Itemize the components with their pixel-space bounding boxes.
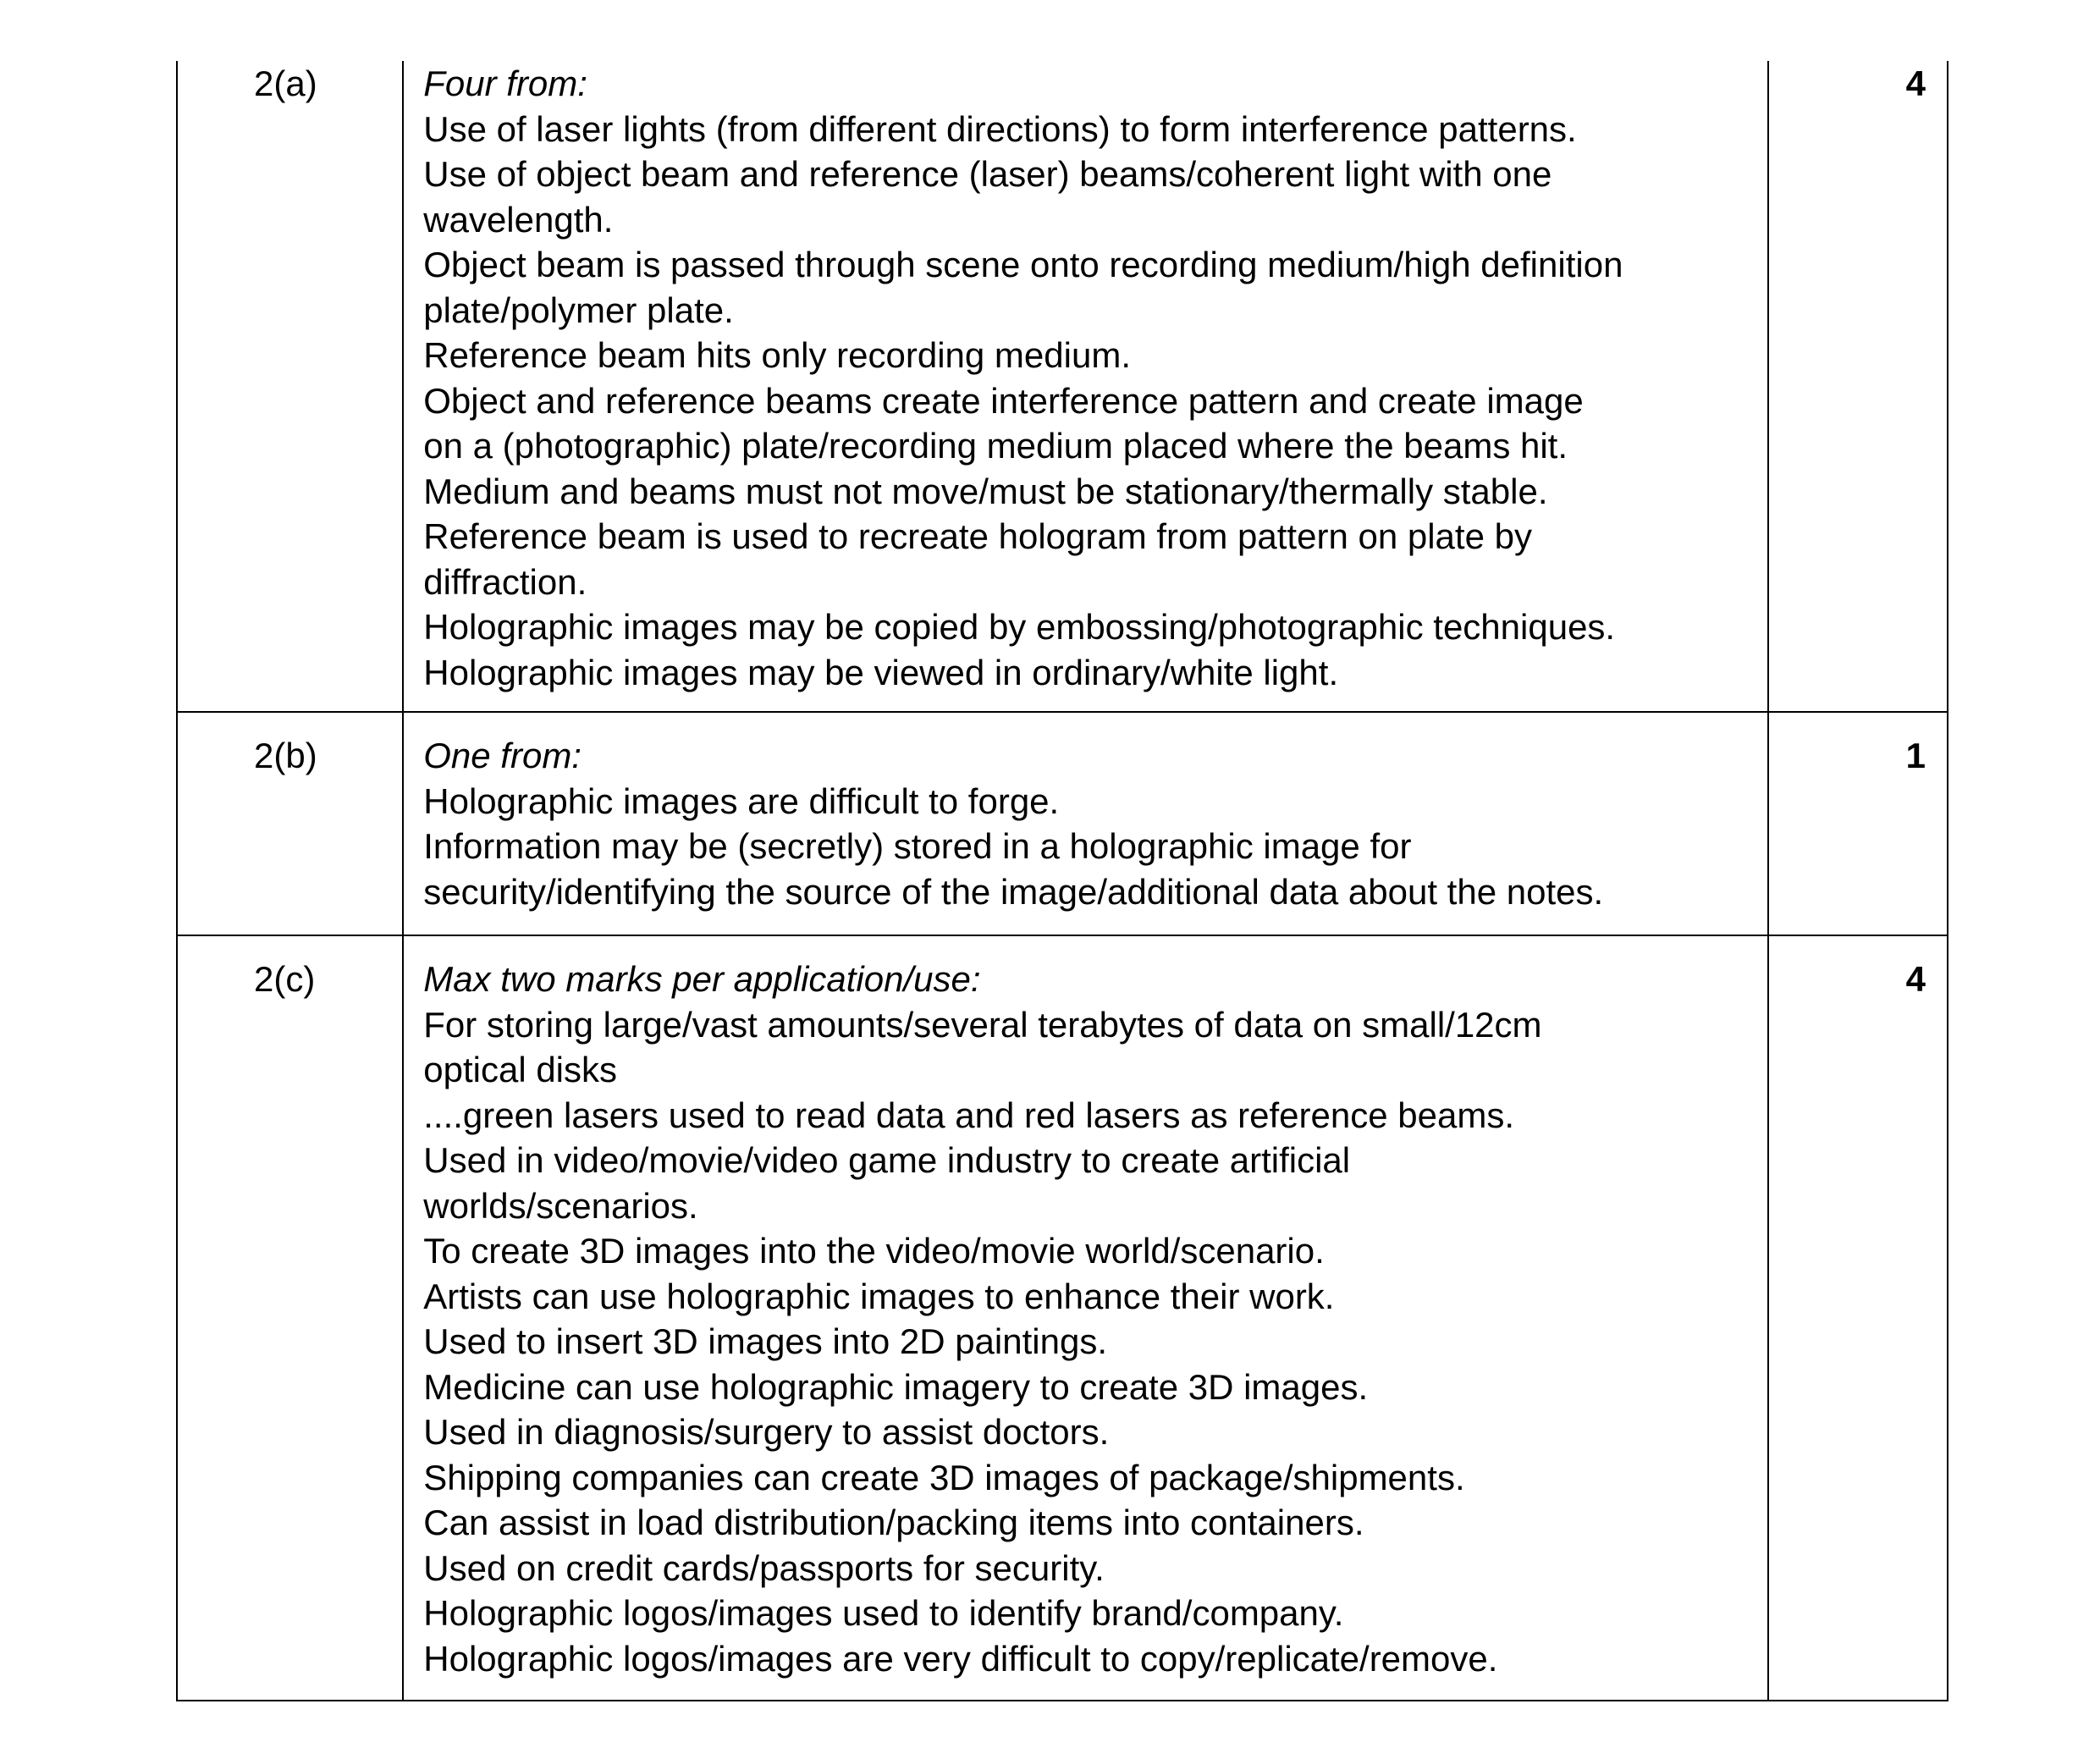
table-row [177, 935, 1948, 1701]
answer-text [404, 61, 1767, 695]
answer-line: Holographic logos/images are very difficult to copy/replicate/remove. [423, 1638, 1498, 1679]
answer-text [404, 936, 1767, 1681]
answer-line: worlds/scenarios. [423, 1185, 698, 1226]
mark-scheme-table [176, 61, 1948, 1701]
question-number-cell [177, 712, 403, 935]
answer-line: Holographic images may be copied by embossing/photographic techniques. [423, 607, 1616, 647]
answer-cell [403, 935, 1768, 1701]
answer-cell [403, 712, 1768, 935]
answer-line: optical disks [423, 1050, 618, 1089]
answer-line: Holographic images may be viewed in ordinary/white light. [423, 652, 1339, 692]
answer-line: Object beam is passed through scene onto recording medium/high definition [423, 245, 1623, 284]
answer-line: Shipping companies can create 3D images of package/shipments. [423, 1457, 1465, 1497]
answer-line: Used on credit cards/passports for security. [423, 1547, 1105, 1588]
answer-line: Can assist in load distribution/packing items into containers. [423, 1503, 1364, 1542]
question-number-cell [177, 61, 403, 712]
marks-cell [1768, 61, 1948, 712]
question-number: 2(a) [254, 63, 317, 103]
answer-line: Reference beam is used to recreate hologram from pattern on plate by [423, 516, 1532, 556]
answer-line: Used in video/movie/video game industry to create artificial [423, 1140, 1351, 1180]
question-number-cell [177, 935, 403, 1701]
question-number: 2(c) [254, 959, 316, 999]
answer-line: Use of object beam and reference (laser) beams/coherent light with one [423, 154, 1552, 194]
answer-line: security/identifying the source of the image/additional data about the notes. [423, 871, 1604, 912]
question-number: 2(b) [254, 736, 317, 775]
answer-line: on a (photographic) plate/recording medium placed where the beams hit. [423, 426, 1568, 466]
answer-text [404, 713, 1767, 914]
answer-line: diffraction. [423, 561, 587, 602]
answer-line: Used in diagnosis/surgery to assist doctors. [423, 1412, 1110, 1452]
table-row [177, 712, 1948, 935]
answer-line: For storing large/vast amounts/several terabytes of data on small/12cm [423, 1004, 1542, 1045]
marks-value: 4 [1905, 63, 1926, 103]
answer-line: Artists can use holographic images to enhance their work. [423, 1276, 1335, 1316]
answer-line: Use of laser lights (from different directions) to form interference patterns. [423, 108, 1577, 149]
answer-intro: One from: [423, 736, 581, 775]
answer-line: Information may be (secretly) stored in a holographic image for [423, 826, 1412, 866]
marks-cell [1768, 712, 1948, 935]
answer-line: ....green lasers used to read data and red lasers as reference beams. [423, 1095, 1514, 1135]
answer-line: plate/polymer plate. [423, 289, 734, 330]
answer-line: Holographic images are difficult to forge. [423, 780, 1060, 821]
table-row [177, 61, 1948, 712]
answer-line: Used to insert 3D images into 2D paintings. [423, 1321, 1107, 1361]
marks-cell [1768, 935, 1948, 1701]
marks-value: 4 [1905, 959, 1926, 999]
answer-line: Medicine can use holographic imagery to create 3D images. [423, 1366, 1369, 1407]
answer-intro: Four from: [423, 63, 587, 103]
answer-intro: Max two marks per application/use: [423, 959, 981, 999]
answer-line: Object and reference beams create interference pattern and create image [423, 380, 1584, 421]
answer-cell [403, 61, 1768, 712]
answer-line: wavelength. [423, 199, 614, 240]
marks-value: 1 [1905, 736, 1926, 775]
answer-line: Holographic logos/images used to identify brand/company. [423, 1593, 1344, 1633]
answer-line: Reference beam hits only recording medium. [423, 335, 1131, 375]
answer-line: Medium and beams must not move/must be stationary/thermally stable. [423, 471, 1548, 511]
answer-line: To create 3D images into the video/movie world/scenario. [423, 1231, 1325, 1271]
